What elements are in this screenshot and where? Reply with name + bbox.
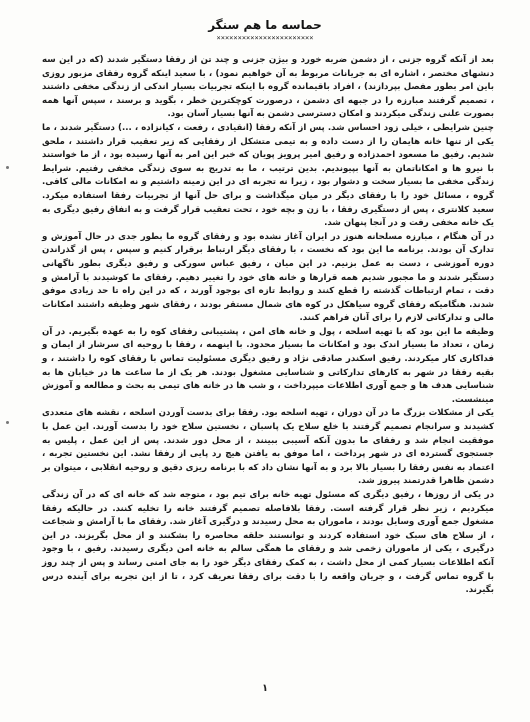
body-paragraph: در یکی از روزها ، رفیق دیگری که مسئول تهیه خانه برای تیم بود ، متوجه شد که خانه ای که در آن زندگی میکردیم ، زیر نظر قرار گرفته است. رفقا بلافاصله تصمیم گرفتند خانه را تخلیه کنند. در حالیکه رفقا مشغول جمع آوری وسایل بودند ، ماموران به محل رسیدند و درگیری آغاز شد. رفقای ما با آرامش و شجاعت ، از سلاح های سبک خود استفاده کردند و توانستند حلقه محاصره را بشکنند و از محل بگریزند. در این درگیری ، یکی از ماموران زخمی شد و رفقای ما همگی سالم به خانه امن دیگری رسیدند. رفیق ، با وجود آنکه اطلاعات بسیار کمی از محل داشت ، به کمک رفقای دیگر خود را به جای امنی رساند و پس از چند روز با گروه تماس گرفت ، و جریان واقعه را با دقت برای رفقا تعریف کرد ، تا از این تجربه برای آینده درس بگیرند. (42, 490, 494, 596)
body-paragraph: یکی از مشکلات بزرگ ما در آن دوران ، تهیه اسلحه بود. رفقا برای بدست آوردن اسلحه ، نقشه های متعددی کشیدند و سرانجام تصمیم گرفتند با خلع سلاح یک پاسبان ، نخستین سلاح خود را بدست آورند. این عمل با موفقیت انجام شد و رفقای ما بدون آنکه آسیبی ببینند ، از محل دور شدند. پس از این عمل ، پلیس به جستجوی گسترده ای در شهر پرداخت ، اما موفق به یافتن هیچ رد پایی از رفقا نشد. این نخستین تجربه ، اعتماد به نفس رفقا را بسیار بالا برد و به آنها نشان داد که با برنامه ریزی دقیق و روحیه انقلابی ، میتوان بر دشمن ظاهرا قدرتمند پیروز شد. (42, 408, 494, 487)
body-paragraph: بعد از آنکه گروه جزنی ، از دشمن ضربه خورد و بیژن جزنی و چند تن از رفقا دستگیر شدند (که در این سه دنشهای مختصر ، اشاره ای به جریانات مربوط به آن خواهیم نمود) ، با سعید اینکه گروه رفقای مزبور روزی باین امر بطور مفصل بپردازند) ، افراد باقیمانده گروه با اینکه تجربیات بسیار اندکی از زندگی مخفی داشتند ، تصمیم گرفتند مبارزه را در جبهه ای دشمن ، درصورت کوچکترین خطر ، بگوید و برسند ، سپس آنها همه بصورت علنی زندگی میکردند و امکان دسترسی دشمن به آنها بسیار آسان بود. (42, 55, 494, 120)
document-body (42, 54, 494, 598)
document-header (0, 18, 530, 42)
body-paragraph: چنین شرایطی ، خیلی زود احساس شد. پس از آنکه رفقا (انقیادی ، رفعت ، کیانزاده ، ...) دستگیر شدند ، ما یکی از تنها خانه هایمان را از دست داده و به تیمی متشکل از رفقایی که زیر تعقیب قرار داشتند ، ملحق شدیم. رفیق ما مسعود احمدزاده و رفیق امیر پرویز پویان که خبر این امر به آنها رسیده بود ، از ما خواستند با نیرو ها و امکاناتمان به آنها بپیوندیم. بدین ترتیب ، ما به تدریج به سوی زندگی مخفی رفتیم. شرایط زندگی مخفی ما بسیار سخت و دشوار بود ، زیرا نه تجربه ای در این زمینه داشتیم و نه امکانات مالی کافی. گروه ، مسائل خود را با رفقای دیگر در میان میگذاشت و برای حل آنها از تجربیات رفقا استفاده میکرد. سعید کلانتری ، پس از دستگیری رفقا ، با زن و بچه خود ، تحت تعقیب قرار گرفت و به اتفاق رفیق دیگری به یک خانه مخفی رفت و در آنجا پنهان شد. (42, 122, 494, 229)
page-number: ۱ (261, 683, 269, 694)
title-underline-rule: ××××××××××××××××××××××× (216, 34, 314, 42)
margin-dot (6, 166, 9, 169)
body-paragraph: در آن هنگام ، مبارزه مسلحانه هنوز در ایران آغاز نشده بود و رفقای گروه ما بطور جدی در حال آموزش و تدارک آن بودند. برنامه ما این بود که نخست ، با رفقای دیگر ارتباط برقرار کنیم و سپس ، پس از گذراندن دوره آموزشی ، دست به عمل بزنیم. در این میان ، رفیق عباس سورکی و رفیق دیگری بطور ناگهانی دستگیر شدند و ما مجبور شدیم همه قرارها و خانه های خود را تغییر دهیم. رفقای ما کوشیدند با آرامش و دقت ، تمام ارتباطات گذشته را قطع کنند و روابط تازه ای بوجود آورند ، که در این راه تا حد زیادی موفق شدند. هنگامیکه رفقای گروه سیاهکل در کوه های شمال مستقر بودند ، رفقای شهر وظیفه داشتند امکانات مالی و تدارکاتی لازم را برای آنان فراهم کنند. (42, 231, 494, 324)
body-paragraph: وظیفه ما این بود که با تهیه اسلحه ، پول و خانه های امن ، پشتیبانی رفقای کوه را به عهده بگیریم. در آن زمان ، تعداد ما بسیار اندک بود و امکانات ما بسیار محدود. با اینهمه ، رفقا با روحیه ای سرشار از ایمان و فداکاری کار میکردند. رفیق اسکندر صادقی نژاد و رفیق دیگری مسئولیت تماس با رفقای کوه را داشتند ، و بقیه رفقا در شهر به کارهای تدارکاتی و شناسایی مشغول بودند. هر یک از ما ساعت ها در خیابان ها به شناسایی هدف ها و جمع آوری اطلاعات میپرداخت ، و شب ها در خانه های تیمی به بحث و مطالعه و آموزش مینشست. (42, 326, 494, 405)
document-title: حماسه ما هم سنگر (208, 18, 322, 32)
margin-dot (6, 421, 9, 424)
